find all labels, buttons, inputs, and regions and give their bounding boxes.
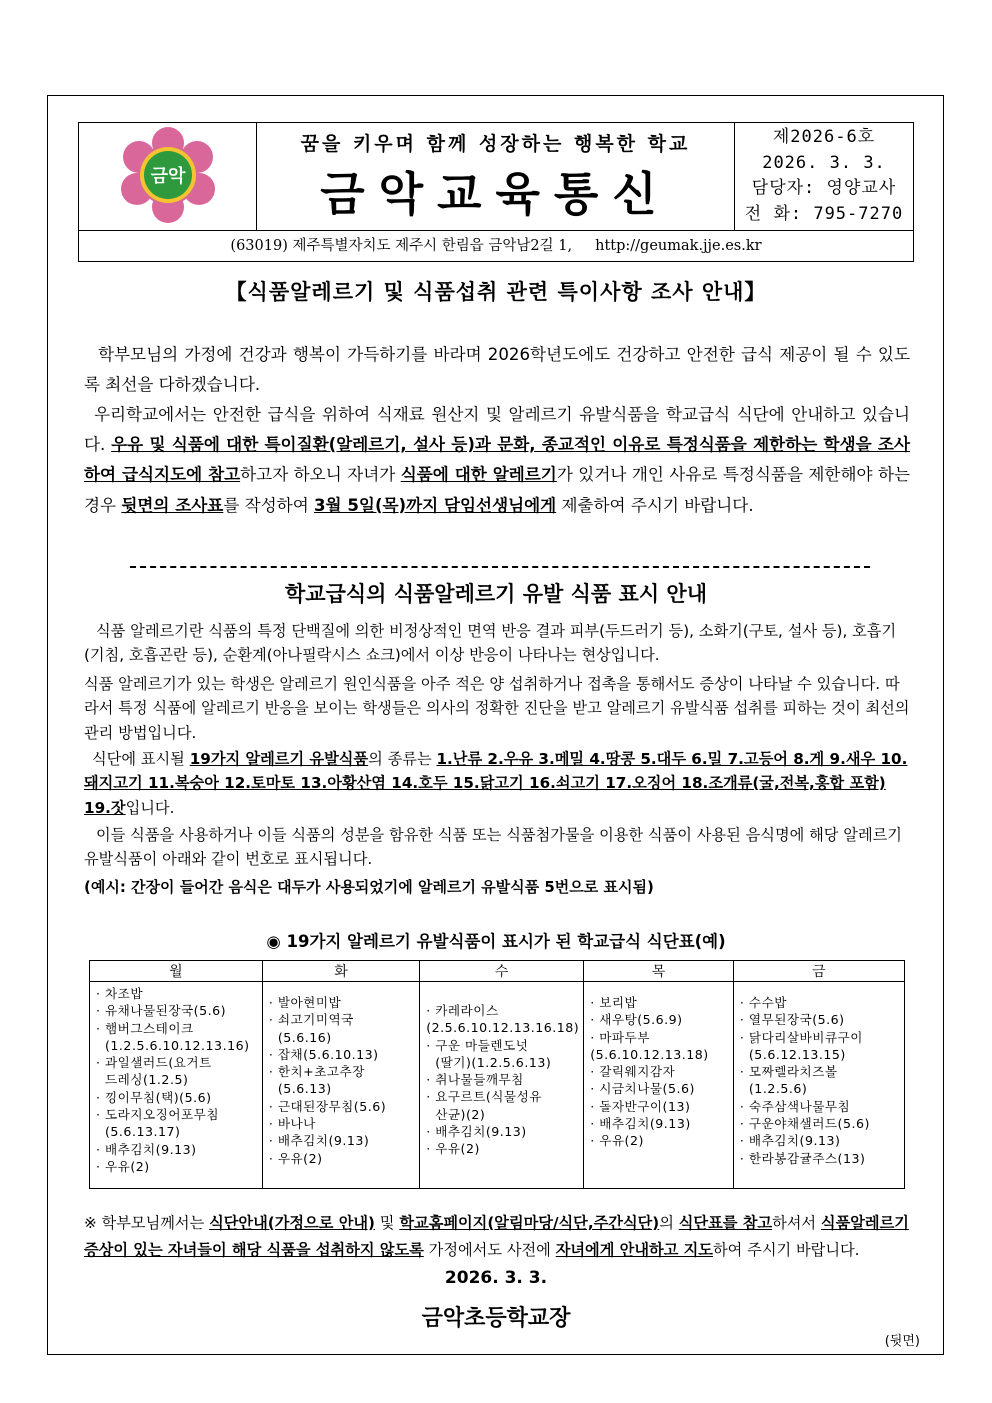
menu-monday	[90, 982, 263, 1189]
menu-item: · 마파두부	[590, 1029, 650, 1045]
menu-item: (딸기)(1.2.5.6.13)	[426, 1054, 552, 1070]
school-emblem-icon	[113, 127, 223, 227]
address-row	[79, 230, 913, 261]
menu-item: · 배추김치(9.13)	[590, 1116, 691, 1132]
menu-item: · 모짜렐라치즈볼	[739, 1064, 838, 1080]
menu-table	[89, 960, 905, 1189]
phone: 전 화: 795-7270	[744, 203, 904, 224]
closing-paragraph: ※ 학부모님께서는 식단안내(가정으로 안내) 및 학교홈페이지(알림마당/식단,주간식단)의 식단표를 참고하셔서 식품알레르기 증상이 있는 자녀들이 해당 식품을 섭취하지 않도록 가정에서도 사전에 자녀에게 안내하고 지도하여 주시기 바랍니다.	[84, 1214, 909, 1259]
menu-item: (1.2.5.6)	[739, 1081, 808, 1097]
menu-item: · 취나물들깨무침	[426, 1072, 524, 1088]
menu-item: · 배추김치(9.13)	[426, 1124, 527, 1140]
menu-item: · 우유(2)	[268, 1150, 323, 1166]
menu-item: · 시금치나물(5.6)	[590, 1081, 695, 1097]
menu-item: · 낑이무침(택)(5.6)	[96, 1089, 212, 1105]
menu-item: · 요구르트(식물성유	[426, 1089, 542, 1105]
allergy-paragraph-3: 식단에 표시될 19가지 알레르기 유발식품의 종류는 1.난류 2.우유 3.메밀 4.땅콩 5.대두 6.밀 7.고등어 8.게 9.새우 10.돼지고기 11.복숭아 12.토마토 13.아황산염 14.호두 15.닭고기 16.쇠고기 17.오징어 18.조개류(굴,전복,홍합 포함) 19.잣입니다.	[84, 750, 908, 817]
menu-item: · 쇠고기미역국	[268, 1012, 354, 1028]
notice-paragraph-1: 학부모님의 가정에 건강과 행복이 가득하기를 바라며 2026학년도에도 건강하고 안전한 급식 제공이 될 수 있도록 최선을 다하겠습니다.	[84, 345, 910, 395]
day-friday: 금	[733, 961, 904, 982]
menu-item: · 차조밥	[96, 986, 144, 1001]
menu-item: · 잡채(5.6.10.13)	[268, 1046, 379, 1062]
notice-paragraph-2: 우리학교에서는 안전한 급식을 위하여 식재료 원산지 및 알레르기 유발식품을 학교급식 식단에 안내하고 있습니다. 우유 및 식품에 대한 특이질환(알레르기, 설사 등)과 문화, 종교적인 이유로 특정식품을 제한하는 학생을 조사하여 급식지도에 참고하고자 하오니 자녀가 식품에 대한 알레르기가 있거나 개인 사유로 특정식품을 제한해야 하는 경우 뒷면의 조사표를 작성하여 3월 5일(목)까지 담임선생님에게 제출하여 주시기 바랍니다.	[84, 405, 911, 515]
menu-item: · 우유(2)	[426, 1141, 480, 1157]
emblem-text: 금악	[150, 166, 186, 187]
menu-item: 드레싱(1.2.5)	[96, 1072, 189, 1088]
menu-item: · 닭다리살바비큐구이	[739, 1029, 863, 1045]
allergy-paragraph-1: 식품 알레르기란 식품의 특정 단백질에 의한 비정상적인 면역 반응 결과 피부(두드러기 등), 소화기(구토, 설사 등), 호흡기(기침, 호흡곤란 등), 순환계(아나필락시스 쇼크)에서 이상 반응이 나타나는 현상입니다.	[84, 622, 897, 665]
menu-thursday	[584, 982, 734, 1189]
manager: 담당자: 영양교사	[751, 178, 897, 198]
menu-item: · 한치+초고추장	[268, 1064, 365, 1080]
signer: 금악초등학교장	[421, 1306, 571, 1331]
allergy-paragraph-2: 식품 알레르기가 있는 학생은 알레르기 원인식품을 아주 적은 양 섭취하거나 접촉을 통해서도 증상이 나타날 수 있습니다. 따라서 특정 식품에 알레르기 반응을 보이는 학생들은 의사의 정확한 진단을 받고 알레르기 유발식품 섭취를 피하는 것이 최선의 관리 방법입니다.	[84, 675, 910, 742]
menu-tuesday	[262, 982, 419, 1189]
menu-item: 산균)(2)	[426, 1106, 486, 1122]
menu-item: · 햄버그스테이크	[96, 1020, 194, 1036]
menu-item: · 갈릭웨지감자	[590, 1064, 676, 1080]
menu-item: · 바나나	[268, 1116, 316, 1132]
menu-item: · 구운 마들렌도넛	[426, 1037, 529, 1053]
day-wednesday: 수	[420, 961, 584, 982]
menu-item: (5.6.10.12.13.18)	[590, 1046, 709, 1062]
title-cell	[257, 123, 735, 230]
allergy-title: 학교급식의 식품알레르기 유발 식품 표시 안내	[285, 582, 707, 606]
menu-header-row	[90, 961, 905, 982]
homepage-link[interactable]: http://geumak.jje.es.kr	[595, 238, 762, 254]
menu-item: · 우유(2)	[590, 1133, 644, 1149]
menu-item: (5.6.12.13.15)	[739, 1046, 846, 1062]
menu-item: · 발아현미밥	[268, 995, 342, 1010]
info-cell	[735, 123, 913, 230]
day-monday: 월	[90, 961, 263, 982]
menu-item: (1.2.5.6.10.12.13.16)	[96, 1037, 250, 1053]
menu-item: · 우유(2)	[96, 1158, 150, 1174]
menu-item: · 배추김치(9.13)	[739, 1133, 841, 1149]
menu-item: · 구운야채샐러드(5.6)	[739, 1116, 870, 1132]
allergy-example: (예시: 간장이 들어간 음식은 대두가 사용되었기에 알레르기 유발식품 5번으로 표시됨)	[84, 878, 654, 896]
menu-item: (5.6.16)	[268, 1029, 332, 1045]
menu-item: · 한라봉감귤주스(13)	[739, 1150, 866, 1166]
allergy-paragraph-4: 이들 식품을 사용하거나 이들 식품의 성분을 함유한 식품 또는 식품첨가물을 이용한 식품이 사용된 음식명에 해당 알레르기 유발식품이 아래와 같이 번호로 표시됩니다.	[84, 826, 902, 869]
menu-item: (5.6.13)	[268, 1081, 332, 1097]
menu-item: · 유채나물된장국(5.6)	[96, 1003, 227, 1019]
issue-number: 제2026-6호	[772, 127, 876, 147]
next-page-note: (뒷면)	[884, 1334, 920, 1349]
menu-item: · 카레라이스	[426, 1003, 499, 1018]
section-divider	[130, 566, 870, 568]
menu-item: · 숙주삼색나물무침	[739, 1098, 851, 1114]
menu-item: · 과일샐러드(요거트	[96, 1055, 212, 1071]
newsletter-title: 금악교육통신	[320, 167, 671, 221]
menu-wednesday	[420, 982, 584, 1189]
issue-date: 2026. 3. 3.	[762, 152, 886, 173]
closing-date: 2026. 3. 3.	[444, 1268, 548, 1288]
menu-item: · 보리밥	[590, 995, 638, 1010]
newsletter-header	[78, 122, 914, 262]
menu-item: · 배추김치(9.13)	[96, 1141, 197, 1157]
menu-item: · 새우탕(5.6.9)	[590, 1012, 683, 1028]
menu-friday	[733, 982, 904, 1189]
day-tuesday: 화	[262, 961, 419, 982]
menu-item: · 수수밥	[739, 995, 787, 1010]
menu-item: (5.6.13.17)	[96, 1124, 181, 1140]
school-slogan: 꿈을 키우며 함께 성장하는 행복한 학교	[300, 133, 691, 155]
logo-cell	[79, 123, 257, 230]
menu-caption: ◉ 19가지 알레르기 유발식품이 표시가 된 학교급식 식단표(예)	[266, 932, 726, 951]
menu-item: · 배추김치(9.13)	[268, 1133, 370, 1149]
menu-item: (2.5.6.10.12.13.16.18)	[426, 1020, 580, 1036]
address: (63019) 제주특별자치도 제주시 한림읍 금악남2길 1,	[230, 238, 573, 254]
day-thursday: 목	[584, 961, 734, 982]
menu-item: · 열무된장국(5.6)	[739, 1012, 845, 1028]
menu-item: · 도라지오징어포무침	[96, 1107, 219, 1123]
menu-row	[90, 982, 905, 1189]
notice-title: 【식품알레르기 및 식품섭취 관련 특이사항 조사 안내】	[225, 280, 767, 304]
menu-item: · 근대된장무침(5.6)	[268, 1098, 387, 1114]
menu-item: · 돌자반구이(13)	[590, 1098, 691, 1114]
